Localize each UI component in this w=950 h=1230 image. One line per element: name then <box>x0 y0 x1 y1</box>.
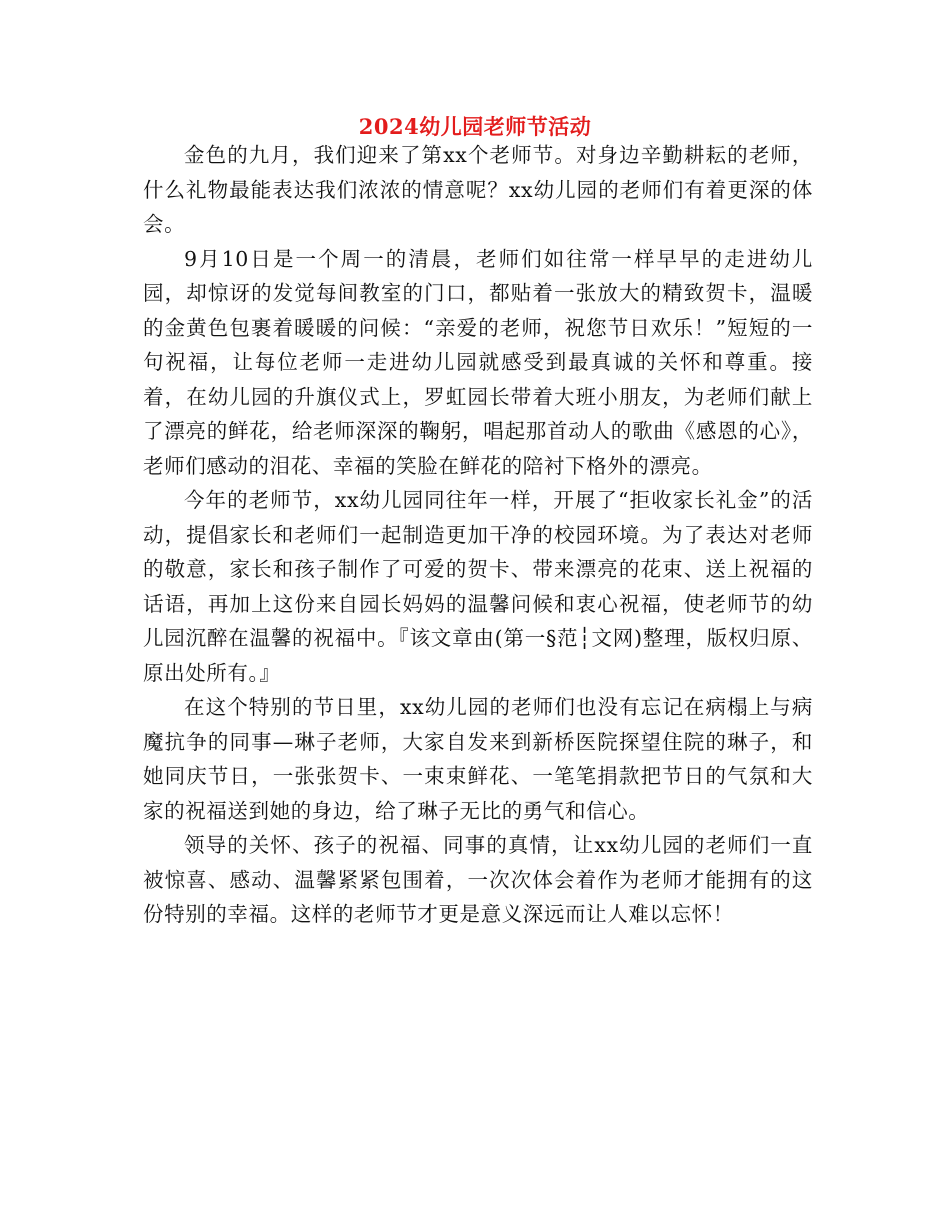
paragraph-5: 领导的关怀、孩子的祝福、同事的真情，让xx幼儿园的老师们一直被惊喜、感动、温馨紧紧包围着，一次次体会着作为老师才能拥有的这份特别的幸福。这样的老师节才更是意义深远而让人难以忘怀！ <box>143 833 813 926</box>
paragraph-4: 在这个特别的节日里，xx幼儿园的老师们也没有忘记在病榻上与病魔抗争的同事—琳子老师，大家自发来到新桥医院探望住院的琳子，和她同庆节日，一张张贺卡、一束束鲜花、一笔笔捐款把节日的气氛和大家的祝福送到她的身边，给了琳子无比的勇气和信心。 <box>143 695 813 823</box>
document-body <box>143 138 813 932</box>
paragraph-1: 金色的九月，我们迎来了第xx个老师节。对身边辛勤耕耘的老师，什么礼物最能表达我们浓浓的情意呢？xx幼儿园的老师们有着更深的体会。 <box>143 143 813 236</box>
document-title: 2024幼儿园老师节活动 <box>358 114 592 139</box>
paragraph-2: 9月10日是一个周一的清晨，老师们如往常一样早早的走进幼儿园，却惊讶的发觉每间教室的门口，都贴着一张放大的精致贺卡，温暖的金黄色包裹着暖暖的问候：“亲爱的老师，祝您节日欢乐！”短短的一句祝福，让每位老师一走进幼儿园就感受到最真诚的关怀和尊重。接着，在幼儿园的升旗仪式上，罗虹园长带着大班小朋友，为老师们献上了漂亮的鲜花，给老师深深的鞠躬，唱起那首动人的歌曲《感恩的心》，老师们感动的泪花、幸福的笑脸在鲜花的陪衬下格外的漂亮。 <box>143 246 813 478</box>
paragraph-3: 今年的老师节，xx幼儿园同往年一样，开展了“拒收家长礼金”的活动，提倡家长和老师们一起制造更加干净的校园环境。为了表达对老师的敬意，家长和孩子制作了可爱的贺卡、带来漂亮的花束、送上祝福的话语，再加上这份来自园长妈妈的温馨问候和衷心祝福，使老师节的幼儿园沉醉在温馨的祝福中。『该文章由(第一§范┆文网)整理，版权归原、原出处所有。』 <box>143 488 813 685</box>
